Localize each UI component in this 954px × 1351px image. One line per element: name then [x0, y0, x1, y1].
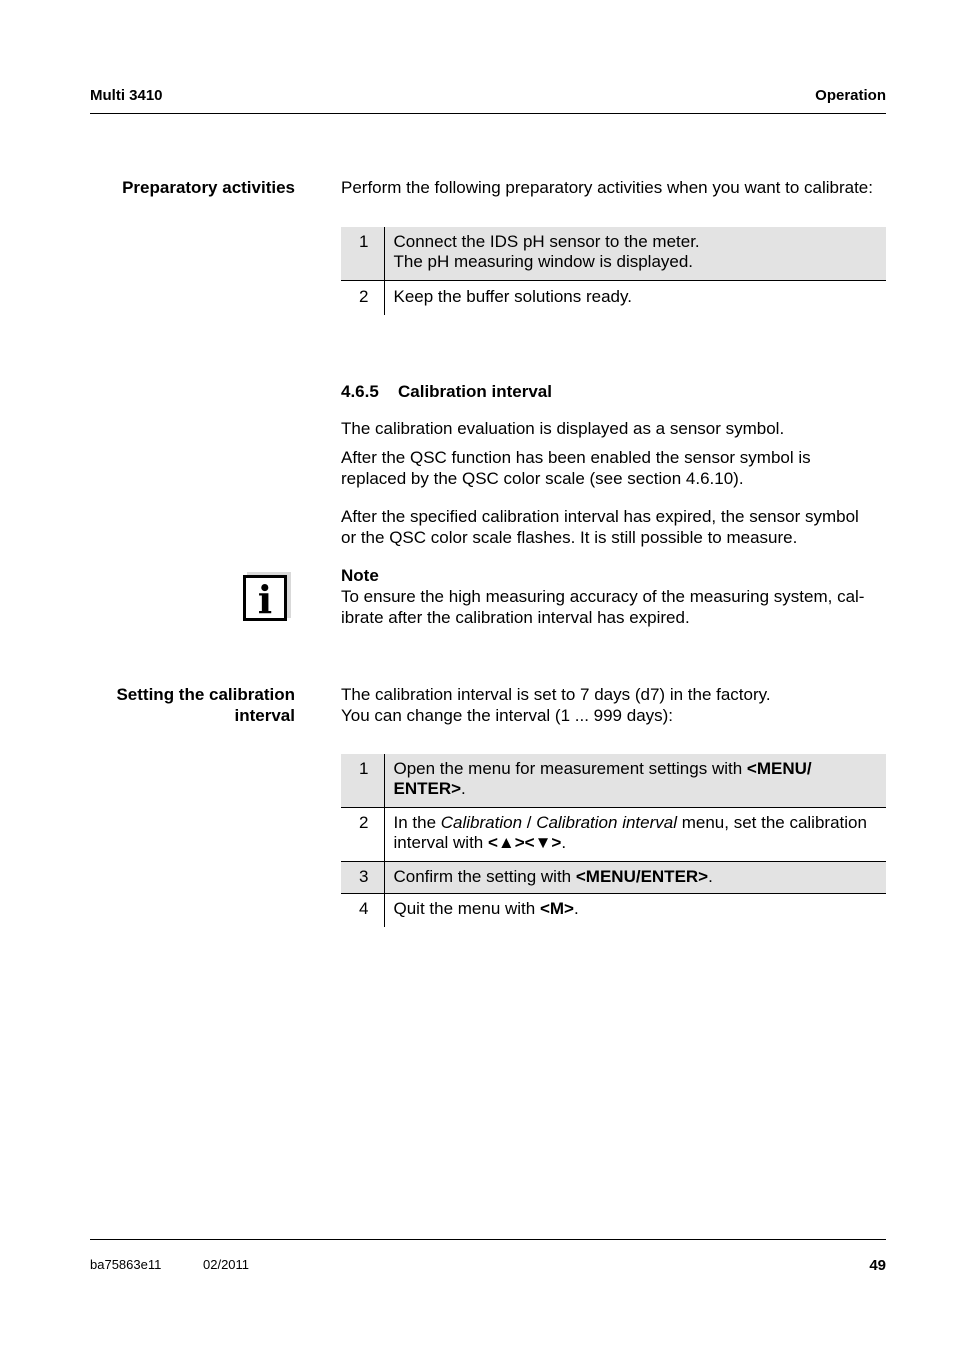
step-text-line: The pH measuring window is displayed. [393, 252, 694, 271]
side-label-line: interval [234, 706, 295, 725]
arrow-keys-label: <▲><▼> [487, 833, 562, 852]
step-text: In the [393, 813, 441, 832]
step-text: / [522, 813, 537, 832]
paragraph-line: After the specified calibration interval has expired, the sensor symbol [341, 507, 859, 526]
key-label: <MENU/ENTER> [575, 867, 709, 886]
section-title: Calibration interval [398, 382, 552, 401]
side-label-setting [116, 684, 295, 726]
paragraph [341, 447, 887, 489]
footer-rule [90, 1239, 886, 1240]
paragraph-line: You can change the interval (1 ... 999 days): [341, 706, 674, 725]
step-text: . [461, 779, 466, 798]
step-number: 3 [359, 867, 369, 886]
paragraph [341, 506, 887, 548]
note-line: To ensure the high measuring accuracy of the measuring system, cal- [341, 587, 865, 606]
paragraph: The calibration evaluation is displayed as a sensor symbol. [341, 419, 785, 438]
footer-date: 02/2011 [203, 1257, 250, 1272]
step-number: 2 [359, 287, 369, 306]
step-text: Quit the menu with [393, 899, 540, 918]
header-product: Multi 3410 [90, 87, 163, 104]
table-row [341, 862, 886, 894]
paragraph-line: replaced by the QSC color scale (see section 4.6.10). [341, 469, 744, 488]
header-rule [90, 113, 886, 114]
key-label: <MENU/ [746, 759, 812, 778]
setting-intro [341, 684, 887, 726]
setting-steps-table [341, 754, 886, 927]
table-row [341, 894, 886, 928]
page-number: 49 [869, 1257, 886, 1274]
section-heading [341, 381, 887, 402]
step-text: menu, set the calibration [677, 813, 867, 832]
step-text: Open the menu for measurement settings with [393, 759, 747, 778]
key-label: <M> [539, 899, 574, 918]
key-label: ENTER> [393, 779, 462, 798]
menu-name: Calibration [440, 813, 523, 832]
note-line: ibrate after the calibration interval has expired. [341, 608, 690, 627]
step-number: 2 [359, 813, 369, 832]
step-number: 1 [359, 232, 369, 251]
step-number: 4 [359, 899, 369, 918]
step-text: Confirm the setting with [393, 867, 576, 886]
note-title: Note [341, 566, 379, 585]
footer-doc-id: ba75863e11 [90, 1257, 162, 1272]
paragraph-line: After the QSC function has been enabled the sensor symbol is [341, 448, 811, 467]
step-text-line: Connect the IDS pH sensor to the meter. [393, 232, 700, 251]
note-block [341, 565, 887, 628]
side-label-line: Setting the calibration [116, 685, 295, 704]
step-text: . [574, 899, 579, 918]
section-number: 4.6.5 [341, 382, 379, 401]
table-row [341, 754, 886, 808]
table-row [341, 227, 886, 281]
step-number: 1 [359, 759, 369, 778]
prep-steps-table [341, 227, 886, 315]
side-label-preparatory: Preparatory activities [122, 178, 295, 197]
prep-intro: Perform the following preparatory activities when you want to calibrate: [341, 178, 873, 197]
header-chapter: Operation [815, 87, 886, 104]
info-icon-letter: i [257, 578, 273, 618]
step-text: interval with [393, 833, 488, 852]
step-text: . [708, 867, 713, 886]
table-row [341, 281, 886, 316]
paragraph-line: or the QSC color scale flashes. It is still possible to measure. [341, 528, 798, 547]
paragraph-line: The calibration interval is set to 7 days (d7) in the factory. [341, 685, 771, 704]
table-row [341, 808, 886, 862]
step-text-line: Keep the buffer solutions ready. [393, 287, 632, 306]
step-text: . [561, 833, 567, 852]
info-icon [243, 575, 287, 621]
menu-name: Calibration interval [536, 813, 677, 832]
